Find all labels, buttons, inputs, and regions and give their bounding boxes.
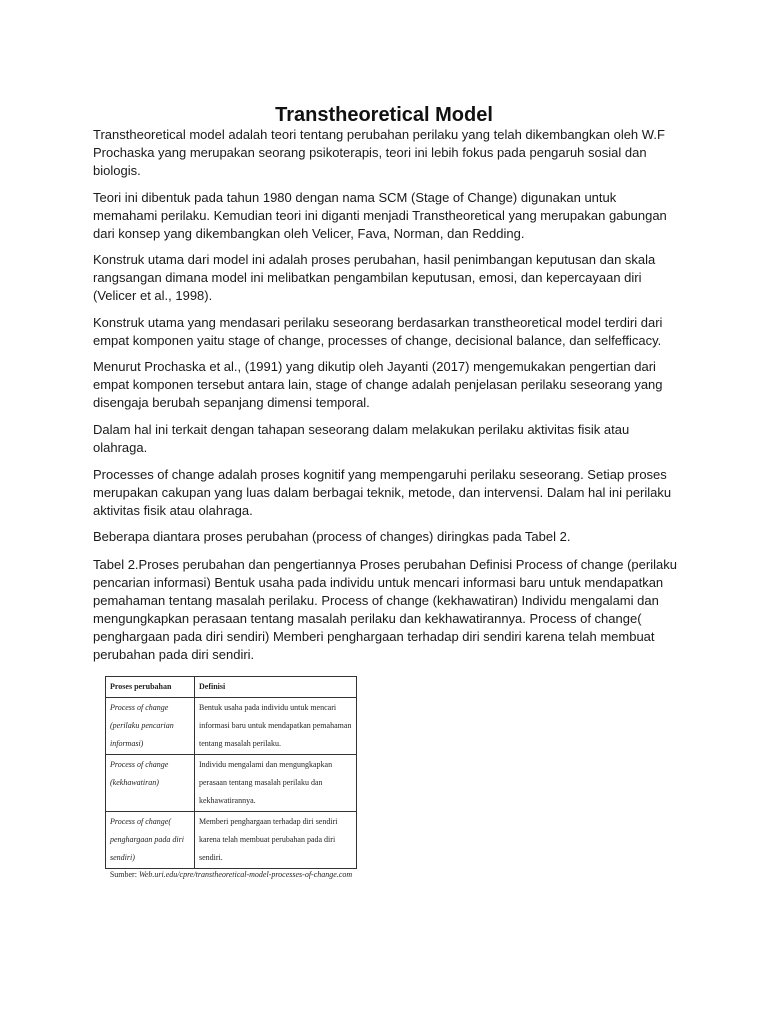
paragraph-5: Menurut Prochaska et al., (1991) yang dikutip oleh Jayanti (2017) mengemukakan pengertian dari empat komponen tersebut antara lain, stage of change adalah penjelasan perilaku seseorang yang disengaja berubah sepanjang dimensi temporal. — [93, 359, 663, 410]
table-row — [106, 698, 357, 755]
table-row — [106, 812, 357, 869]
paragraph-3: Konstruk utama dari model ini adalah proses perubahan, hasil penimbangan keputusan dan skala rangsangan dimana model ini melibatkan pengambilan keputusan, emosi, dan kepercayaan diri (Velicer et al., 1998). — [93, 252, 656, 303]
table-cell-definition: Individu mengalami dan mengungkapkan perasaan tentang masalah perilaku dan kekhawatirannya. — [195, 755, 357, 812]
table-cell-process: Process of change (perilaku pencarian informasi) — [106, 698, 195, 755]
paragraph-4: Konstruk utama yang mendasari perilaku seseorang berdasarkan transtheoretical model terdiri dari empat komponen yaitu stage of change, processes of change, decisional balance, dan selfefficacy. — [93, 315, 663, 348]
table-cell-definition: Memberi penghargaan terhadap diri sendiri karena telah membuat perubahan pada diri sendiri. — [195, 812, 357, 869]
source-link-text: Web.uri.edu/cpre/transtheoretical-model-processes-of-change.com — [138, 870, 353, 879]
table-source-caption — [105, 870, 357, 880]
document-title: Transtheoretical Model — [275, 104, 493, 127]
paragraph-9: Tabel 2.Proses perubahan dan pengertiannya Proses perubahan Definisi Process of change (perilaku pencarian informasi) Bentuk usaha pada individu untuk mencari informasi baru untuk mendapatkan pemahaman tentang masalah perilaku. Process of change (kekhawatiran) Individu mengalami dan mengungkapkan perasaan tentang masalah perilaku dan kekhawatirannya. Process of change( penghargaan pada diri sendiri) Memberi penghargaan terhadap diri sendiri karena telah membuat perubahan pada diri sendiri. — [93, 557, 677, 662]
table-row — [106, 755, 357, 812]
table-header-definition: Definisi — [195, 677, 357, 698]
table-cell-process: Process of change( penghargaan pada diri sendiri) — [106, 812, 195, 869]
table-cell-definition: Bentuk usaha pada individu untuk mencari informasi baru untuk mendapatkan pemahaman tentang masalah perilaku. — [195, 698, 357, 755]
paragraph-1: Transtheoretical model adalah teori tentang perubahan perilaku yang telah dikembangkan oleh W.F Prochaska yang merupakan seorang psikoterapis, teori ini lebih fokus pada pengaruh sosial dan biologis. — [93, 127, 665, 178]
table-header-row — [106, 677, 357, 698]
process-table — [105, 676, 357, 869]
source-label: Sumber: — [109, 870, 139, 879]
paragraph-2: Teori ini dibentuk pada tahun 1980 dengan nama SCM (Stage of Change) digunakan untuk memahami perilaku. Kemudian teori ini diganti menjadi Transtheoretical yang merupakan gabungan dari konsep yang dikembangkan oleh Velicer, Fava, Norman, dan Redding. — [93, 190, 667, 241]
table-header-process: Proses perubahan — [106, 677, 195, 698]
paragraph-7: Processes of change adalah proses kognitif yang mempengaruhi perilaku seseorang. Setiap proses merupakan cakupan yang luas dalam berbagai teknik, metode, dan intervensi. Dalam hal ini perilaku aktivitas fisik atau olahraga. — [93, 467, 672, 518]
paragraph-6: Dalam hal ini terkait dengan tahapan seseorang dalam melakukan perilaku aktivitas fisik atau olahraga. — [93, 422, 630, 455]
table-cell-process: Process of change (kekhawatiran) — [106, 755, 195, 812]
paragraph-8: Beberapa diantara proses perubahan (process of changes) diringkas pada Tabel 2. — [93, 529, 571, 544]
process-table-figure — [105, 676, 357, 880]
